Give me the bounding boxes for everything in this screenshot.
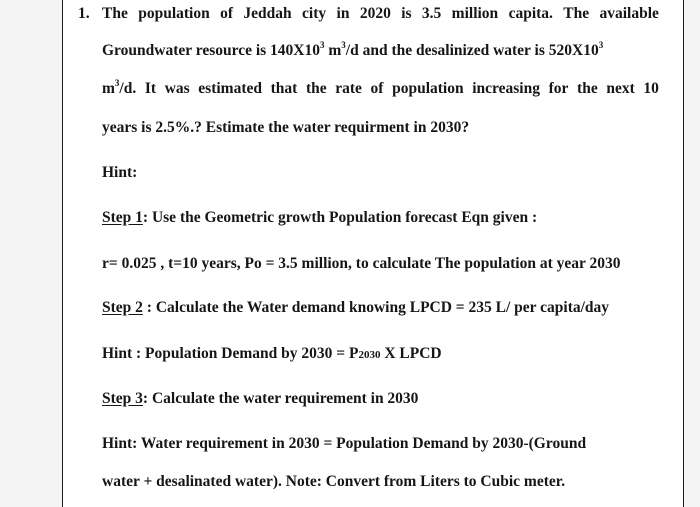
line-3-word: that: [270, 80, 298, 97]
question-line-1: [102, 5, 659, 23]
line-1-word: available: [599, 5, 659, 22]
line-1-word: is: [401, 5, 412, 22]
line-3-word: of: [370, 80, 384, 97]
line-3-word: $m^3/d$.: [102, 78, 137, 97]
step-3-label: Step 3: [102, 390, 143, 407]
step-1-label: Step 1: [102, 209, 143, 226]
line-1-word: in: [336, 5, 350, 22]
line-1-word: Jeddah: [243, 5, 292, 22]
line-3-word: increasing: [472, 80, 540, 97]
line-1-word: million: [451, 5, 499, 22]
line-3-word: next: [606, 80, 635, 97]
step-3-line: Step 3: Calculate the water requirement in 2030: [102, 390, 419, 407]
parameters-line: r= 0.025 , t=10 years, Po = 3.5 million, to calculate The population at year 2030: [102, 255, 621, 272]
line-3-word: the: [577, 80, 598, 97]
population-demand-hint: Hint : Population Demand by 2030 = P2030 X LPCD: [102, 345, 442, 362]
document-page: [62, 0, 684, 507]
water-requirement-hint-line-1: Hint: Water requirement in 2030 = Population Demand by 2030-(Ground: [102, 435, 587, 452]
hint-heading: Hint:: [102, 164, 138, 181]
line-1-word: 3.5: [421, 5, 442, 22]
line-1-word: capita.: [508, 5, 553, 22]
line-3-word: for: [548, 80, 569, 97]
line-1-word: city: [302, 5, 327, 22]
line-3-word: 10: [643, 80, 659, 97]
line-3-word: It: [144, 80, 157, 97]
question-line-2: Groundwater resource is $140X10^3$ $m^3/d$ and the desalinized water is $520X10^3$: [102, 40, 604, 59]
line-3-word: estimated: [198, 80, 262, 97]
line-1-word: The: [563, 5, 590, 22]
question-line-4: years is 2.5%.? Estimate the water requirment in 2030?: [102, 119, 470, 136]
step-2-line: Step 2 : Calculate the Water demand knowing LPCD = 235 L/ per capita/day: [102, 299, 610, 316]
line-3-word: rate: [335, 80, 362, 97]
question-line-3: [102, 80, 659, 98]
line-3-word: was: [164, 80, 190, 97]
question-number: 1.: [78, 5, 90, 22]
water-requirement-hint-line-2: water + desalinated water). Note: Convert from Liters to Cubic meter.: [102, 473, 566, 490]
step-1-line: Step 1: Use the Geometric growth Population forecast Eqn given :: [102, 209, 538, 226]
line-1-word: of: [220, 5, 234, 22]
step-2-label: Step 2: [102, 299, 143, 316]
line-3-word: the: [305, 80, 327, 97]
line-1-word: population: [138, 5, 210, 22]
line-3-word: population: [392, 80, 464, 97]
line-1-word: 2020: [359, 5, 391, 22]
line-1-word: The: [102, 5, 128, 22]
